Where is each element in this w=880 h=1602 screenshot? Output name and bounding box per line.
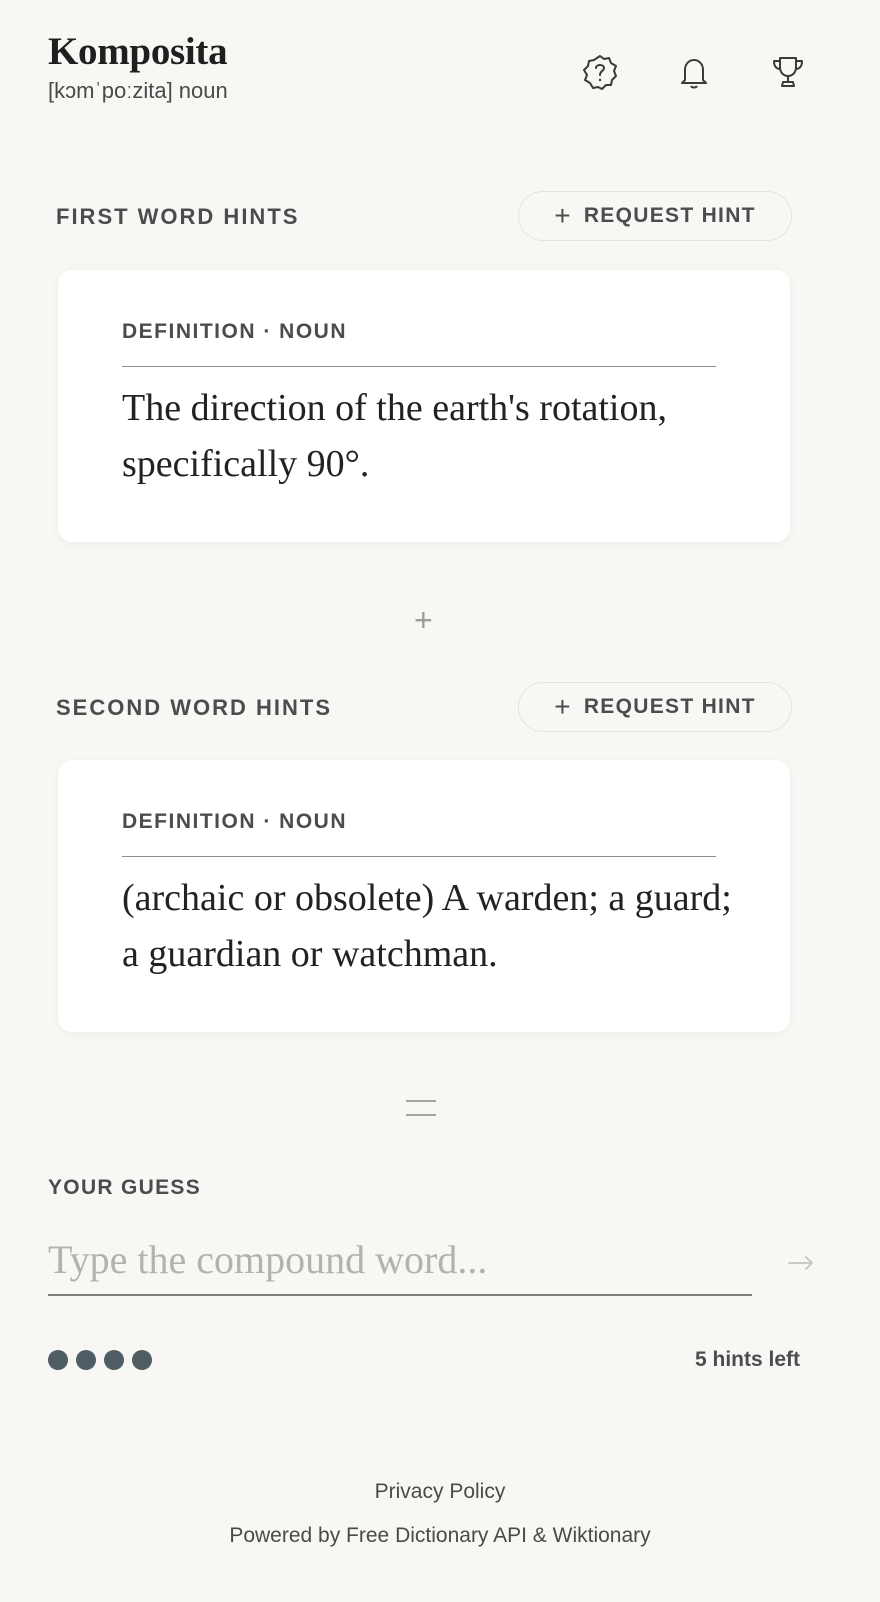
second-word-hints-label: SECOND WORD HINTS [56, 695, 332, 720]
app-phonetic: [kɔmˈpoːzita] noun [48, 78, 228, 103]
first-word-hint-card [58, 270, 790, 542]
hint-type-label: DEFINITION · NOUN [122, 810, 347, 833]
help-icon[interactable] [580, 52, 620, 92]
hint-definition: (archaic or obsolete) A warden; a guard; a guardian or watchman. [122, 877, 732, 975]
plus-separator: + [414, 602, 433, 638]
request-second-hint-button[interactable] [518, 682, 792, 732]
card-divider [122, 366, 716, 367]
plus-icon: + [554, 200, 572, 231]
app-header [48, 28, 228, 104]
privacy-policy-link[interactable]: Privacy Policy [374, 1480, 506, 1503]
attempt-dot [104, 1350, 124, 1370]
bell-icon[interactable] [674, 52, 714, 92]
plus-icon: + [554, 691, 572, 722]
attempt-dot [48, 1350, 68, 1370]
attempt-dot [132, 1350, 152, 1370]
guess-input[interactable] [48, 1224, 752, 1296]
card-divider [122, 856, 716, 857]
hint-definition: The direction of the earth's rotation, specifically 90°. [122, 387, 667, 485]
first-word-hints-label: FIRST WORD HINTS [56, 204, 300, 229]
submit-arrow-icon[interactable] [786, 1248, 816, 1278]
hint-type-label: DEFINITION · NOUN [122, 320, 347, 343]
powered-by-credit: Powered by Free Dictionary API & Wiktionary [229, 1524, 651, 1547]
equals-separator-icon [406, 1100, 436, 1128]
attempt-dot [76, 1350, 96, 1370]
request-hint-label: REQUEST HINT [583, 204, 756, 227]
attempts-indicator [48, 1350, 152, 1370]
hints-left-count: 5 hints left [694, 1348, 800, 1371]
guess-label: YOUR GUESS [48, 1176, 202, 1199]
second-word-hint-card [58, 760, 790, 1032]
request-first-hint-button[interactable] [518, 191, 792, 241]
request-hint-label: REQUEST HINT [583, 695, 756, 718]
trophy-icon[interactable] [768, 52, 808, 92]
app-title: Komposita [48, 30, 228, 73]
